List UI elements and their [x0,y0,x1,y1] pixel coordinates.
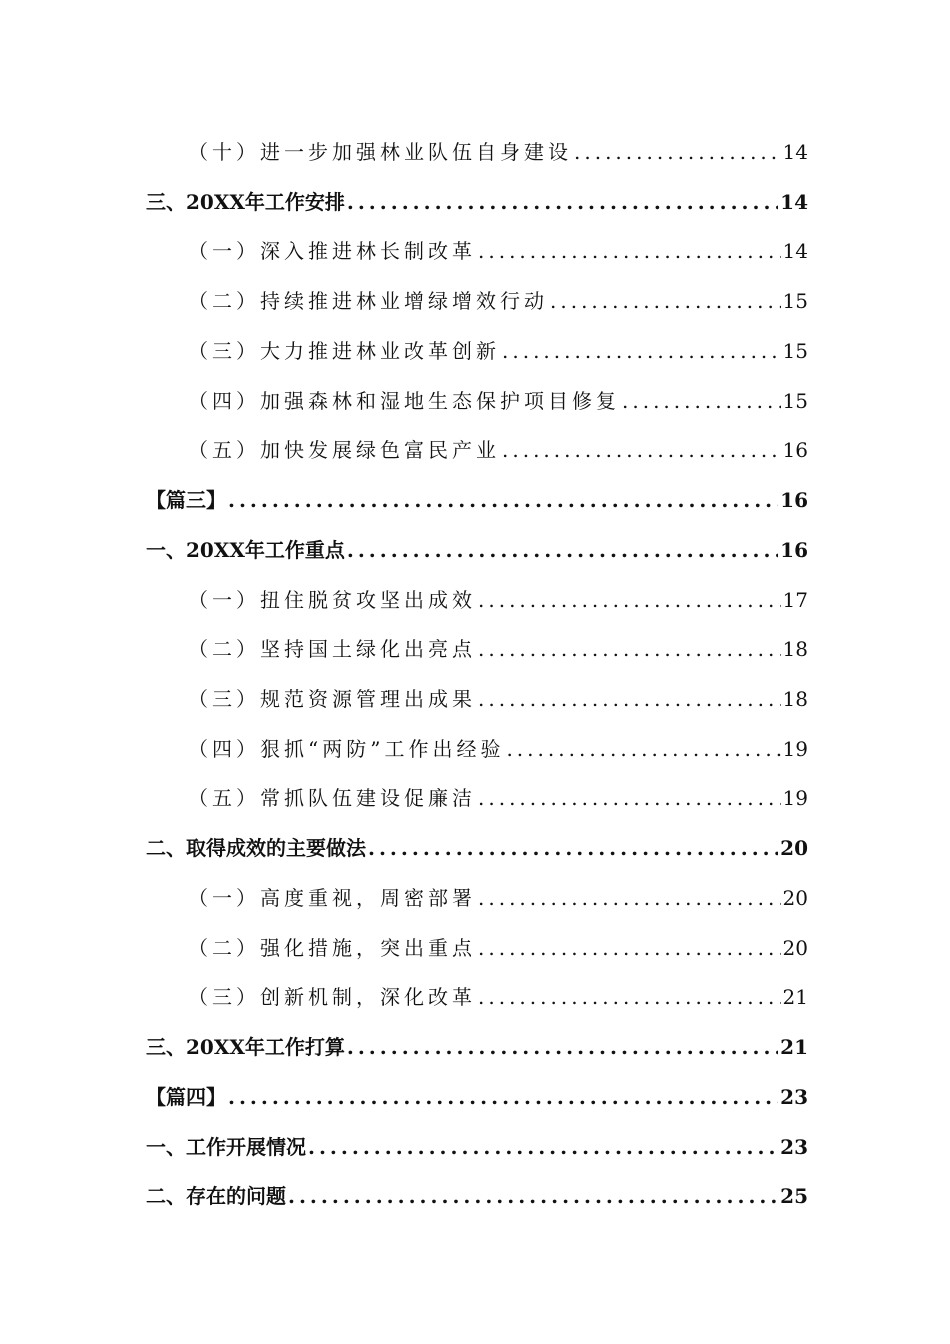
toc-dot-leader [502,334,781,368]
toc-page-number: 18 [782,687,808,711]
toc-entry[interactable] [146,1179,808,1213]
toc-entry-title: 【篇四】 [146,1085,226,1109]
toc-page-number: 14 [780,190,808,214]
toc-page-number: 15 [782,389,808,413]
toc-dot-leader [502,433,781,467]
toc-entry-title: 【篇三】 [146,488,226,512]
toc-dot-leader [478,583,781,617]
toc-entry-title: 一、工作开展情况 [146,1135,306,1159]
toc-entry-title: （一）扭住脱贫攻坚出成效 [188,588,476,612]
toc-page-number: 21 [782,985,808,1009]
toc-entry-title: （四）加强森林和湿地生态保护项目修复 [188,389,620,413]
toc-page-number: 14 [782,239,808,263]
toc-entry-title: 一、20XX年工作重点 [146,538,345,562]
toc-dot-leader [574,135,781,169]
toc-entry-title: （三）规范资源管理出成果 [188,687,476,711]
toc-dot-leader [478,632,781,666]
toc-dot-leader [478,234,781,268]
toc-page-number: 19 [782,737,808,761]
toc-entry[interactable] [188,284,808,318]
toc-page-number: 23 [780,1085,808,1109]
toc-dot-leader [347,1030,778,1064]
toc-entry[interactable] [146,831,808,865]
toc-page-number: 15 [782,339,808,363]
toc-entry[interactable] [188,384,808,418]
toc-dot-leader [478,931,781,965]
toc-dot-leader [478,682,781,716]
toc-entry-title: （四）狠抓“两防”工作出经验 [188,737,505,761]
toc-page-number: 20 [782,886,808,910]
toc-dot-leader [368,831,778,865]
toc-entry[interactable] [146,1080,808,1114]
toc-entry-title: （五）加快发展绿色富民产业 [188,438,500,462]
toc-entry[interactable] [146,185,808,219]
toc-dot-leader [308,1130,778,1164]
toc-entry-title: 三、20XX年工作打算 [146,1035,345,1059]
toc-entry-title: （二）持续推进林业增绿增效行动 [188,289,548,313]
toc-dot-leader [347,185,778,219]
toc-entry[interactable] [188,931,808,965]
toc-entry[interactable] [188,234,808,268]
toc-entry-title: （一）高度重视，周密部署 [188,886,476,910]
toc-entry[interactable] [188,632,808,666]
toc-page-number: 16 [780,538,808,562]
toc-entry[interactable] [188,682,808,716]
toc-entry-title: 二、取得成效的主要做法 [146,836,366,860]
toc-page-number: 19 [782,786,808,810]
toc-entry[interactable] [146,483,808,517]
toc-page-number: 15 [782,289,808,313]
toc-dot-leader [550,284,781,318]
toc-entry[interactable] [188,980,808,1014]
toc-entry[interactable] [188,334,808,368]
toc-page-number: 20 [780,836,808,860]
toc-entry[interactable] [188,781,808,815]
toc-entry[interactable] [188,135,808,169]
toc-entry-title: （五）常抓队伍建设促廉洁 [188,786,476,810]
toc-entry[interactable] [188,732,808,766]
toc-dot-leader [506,732,780,766]
toc-page-number: 20 [782,936,808,960]
toc-entry[interactable] [146,1030,808,1064]
toc-entry-title: （一）深入推进林长制改革 [188,239,476,263]
toc-page-number: 17 [782,588,808,612]
toc-page-number: 16 [780,488,808,512]
toc-page-number: 21 [780,1035,808,1059]
toc-entry[interactable] [188,583,808,617]
toc-entry-title: （三）大力推进林业改革创新 [188,339,500,363]
toc-dot-leader [288,1179,778,1213]
toc-entry[interactable] [146,1130,808,1164]
toc-entry[interactable] [188,433,808,467]
toc-page-number: 18 [782,637,808,661]
toc-page-number: 23 [780,1135,808,1159]
toc-dot-leader [347,533,778,567]
toc-page-number: 14 [782,140,808,164]
toc-page-number: 25 [780,1184,808,1208]
toc-dot-leader [478,881,781,915]
toc-entry[interactable] [188,881,808,915]
toc-entry-title: 三、20XX年工作安排 [146,190,345,214]
toc-dot-leader [622,384,781,418]
toc-entry-title: （十）进一步加强林业队伍自身建设 [188,140,572,164]
toc-page-number: 16 [782,438,808,462]
toc-entry-title: （三）创新机制，深化改革 [188,985,476,1009]
toc-entry-title: 二、存在的问题 [146,1184,286,1208]
toc-dot-leader [478,980,781,1014]
toc-entry-title: （二）坚持国土绿化出亮点 [188,637,476,661]
toc-entry[interactable] [146,533,808,567]
toc-dot-leader [228,1080,778,1114]
toc-dot-leader [478,781,781,815]
toc-dot-leader [228,483,778,517]
toc-entry-title: （二）强化措施，突出重点 [188,936,476,960]
